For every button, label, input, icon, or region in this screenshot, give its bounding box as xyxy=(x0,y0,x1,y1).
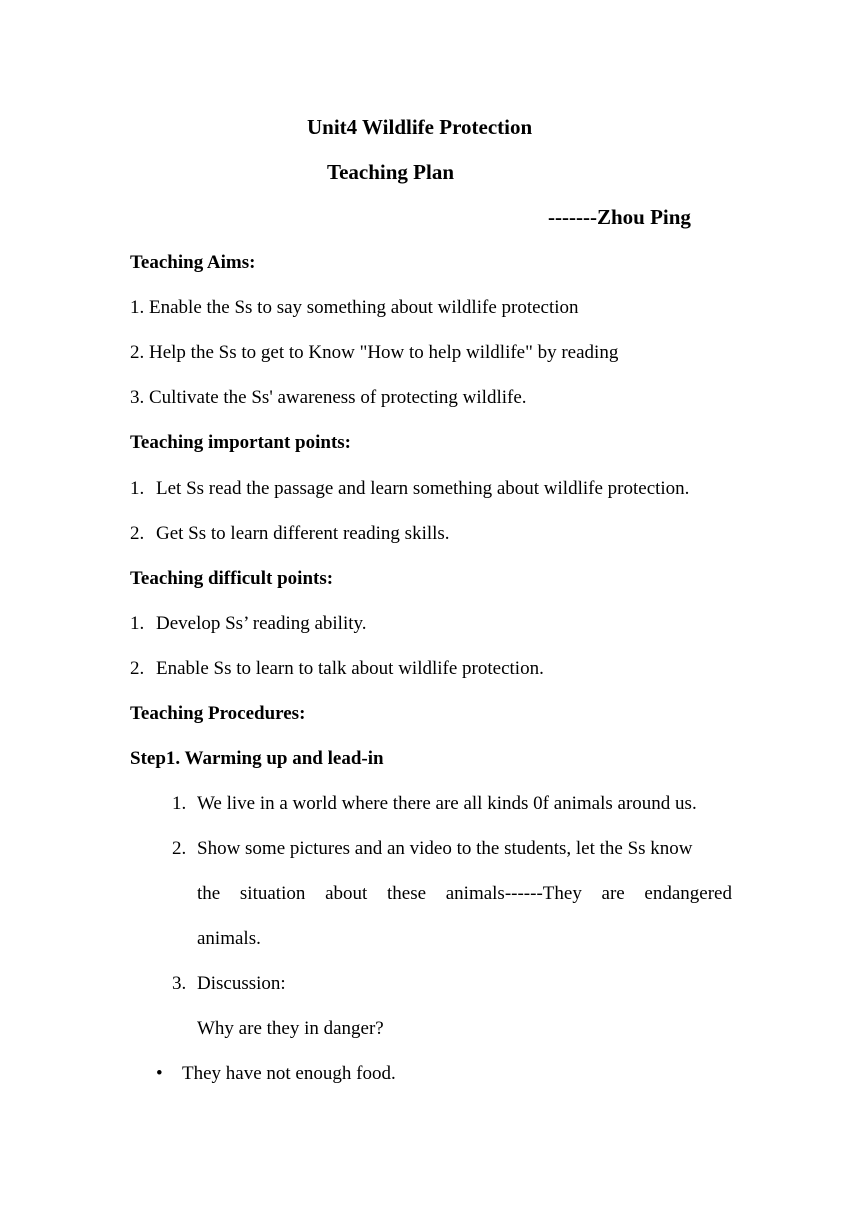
step1-item: We live in a world where there are all kinds 0f animals around us. xyxy=(197,793,697,814)
procedures-heading: Teaching Procedures: xyxy=(130,703,306,724)
difficult-points-heading: Teaching difficult points: xyxy=(130,568,334,589)
list-number: 1. xyxy=(130,613,145,634)
important-points-heading: Teaching important points: xyxy=(130,432,351,453)
list-number: 3. xyxy=(172,973,187,994)
document-subtitle: Teaching Plan xyxy=(327,160,455,184)
list-number: 1. xyxy=(130,478,145,499)
step1-item-line: animals. xyxy=(197,928,261,949)
difficult-point-item: Enable Ss to learn to talk about wildlife protection. xyxy=(156,658,544,679)
important-point-item: Get Ss to learn different reading skills. xyxy=(156,523,450,544)
step1-item-line: Show some pictures and an video to the students, let the Ss know xyxy=(197,838,693,859)
aim-item: 1. Enable the Ss to say something about wildlife protection xyxy=(130,297,579,318)
important-point-item: Let Ss read the passage and learn something about wildlife protection. xyxy=(156,478,690,499)
list-number: 2. xyxy=(130,658,145,679)
difficult-point-item: Develop Ss’ reading ability. xyxy=(156,613,367,634)
list-number: 2. xyxy=(130,523,145,544)
document-title: Unit4 Wildlife Protection xyxy=(307,115,533,139)
aim-item: 3. Cultivate the Ss' awareness of protecting wildlife. xyxy=(130,387,527,408)
list-number: 2. xyxy=(172,838,187,859)
step1-item: Discussion: xyxy=(197,973,286,994)
author-line: -------Zhou Ping xyxy=(548,205,691,229)
aim-item: 2. Help the Ss to get to Know "How to help wildlife" by reading xyxy=(130,342,619,363)
bullet-icon: • xyxy=(156,1063,163,1084)
bullet-item: They have not enough food. xyxy=(182,1063,396,1084)
step1-item-line: the situation about these animals------They are endangered xyxy=(197,883,732,904)
aims-heading: Teaching Aims: xyxy=(130,252,256,273)
list-number: 1. xyxy=(172,793,187,814)
step1-heading: Step1. Warming up and lead-in xyxy=(130,748,384,769)
discussion-question: Why are they in danger? xyxy=(197,1018,384,1039)
